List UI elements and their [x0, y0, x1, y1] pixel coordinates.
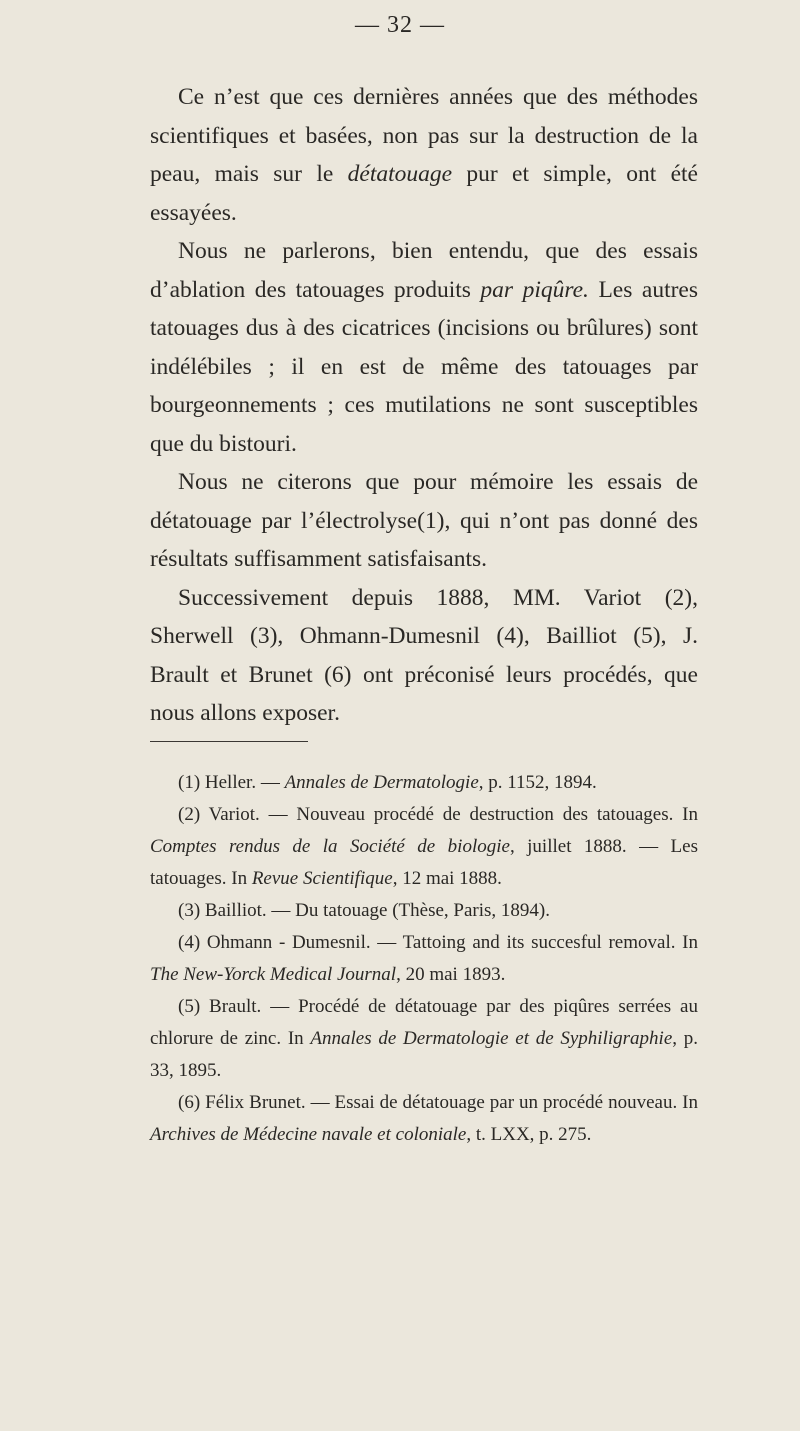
- footnote-2-text-b: , juillet 1888. — Les tatouages. In: [150, 836, 698, 889]
- footnote-1: [150, 767, 698, 799]
- footnote-1-italic: Annales de Dermatologie: [284, 772, 479, 793]
- paragraph-1-text-a: Ce n’est que ces dernières années que des méthodes scientifiques et basées, non pas sur la destruction de la peau, mais sur le: [150, 84, 698, 187]
- paragraph-3: Nous ne citerons que pour mémoire les essais de détatouage par l’électrolyse(1), qui n’ont pas donné des résultats suffisamment satisfaisants.: [150, 469, 698, 572]
- footnote-5: [150, 991, 698, 1087]
- footnote-4-text-b: , 20 mai 1893.: [396, 964, 506, 985]
- footnote-5-italic: Annales de Dermatologie et de Syphiligraphie: [310, 1028, 673, 1049]
- paragraph-1: [150, 78, 698, 232]
- main-text: [150, 78, 698, 733]
- footnotes: [150, 767, 698, 1151]
- footnote-1-text-b: , p. 1152, 1894.: [478, 772, 597, 793]
- footnote-3: (3) Bailliot. — Du tatouage (Thèse, Paris, 1894).: [178, 900, 551, 921]
- footnote-4-italic: The New-Yorck Medical Journal: [150, 964, 397, 985]
- footnote-4-text-a: (4) Ohmann - Dumesnil. — Tattoing and its succesful removal. In: [178, 932, 698, 953]
- footnote-2-text-a: (2) Variot. — Nouveau procédé de destruction des tatouages. In: [178, 804, 698, 825]
- footnote-6-italic: Archives de Médecine navale et coloniale: [150, 1124, 467, 1145]
- footnote-5-text-a: (5) Brault. — Procédé de détatouage par des piqûres serrées au chlorure de zinc. In: [150, 996, 698, 1049]
- footnote-6: [150, 1087, 698, 1151]
- page-number: — 32 —: [355, 12, 445, 38]
- paragraph-1-italic: détatouage: [347, 161, 453, 187]
- footnote-2: [150, 799, 698, 895]
- footnote-2-text-c: , 12 mai 1888.: [392, 868, 502, 889]
- footnote-separator: [150, 741, 308, 742]
- footnote-6-text-b: , t. LXX, p. 275.: [466, 1124, 592, 1145]
- paragraph-4: Successivement depuis 1888, MM. Variot (2), Sherwell (3), Ohmann-Dumesnil (4), Bailliot (5), J. Brault et Brunet (6) ont préconisé leurs procédés, que nous allons exposer.: [150, 584, 698, 726]
- paragraph-1-text-b: pur et simple, ont été essayées.: [150, 161, 698, 226]
- footnote-4: [150, 927, 698, 991]
- paragraph-2-italic: par piqûre.: [480, 276, 589, 303]
- footnote-6-text-a: (6) Félix Brunet. — Essai de détatouage par un procédé nouveau. In: [178, 1092, 698, 1113]
- footnote-1-text-a: (1) Heller. —: [178, 772, 285, 793]
- paragraph-2-text-b: Les autres tatouages dus à des cicatrices (incisions ou brûlures) sont indélébiles ; il en est de même des tatouages par bourgeonnements ; ces mutilations ne sont susceptibles que du bistouri.: [150, 276, 698, 457]
- footnote-2-italic-b: Revue Scientifique: [251, 868, 393, 889]
- paragraph-2-text-a: Nous ne parlerons, bien entendu, que des essais d’ablation des tatouages produits: [150, 238, 698, 303]
- paragraph-2: [150, 232, 698, 463]
- footnote-5-text-b: , p. 33, 1895.: [150, 1028, 698, 1081]
- footnote-2-italic-a: Comptes rendus de la Société de biologie: [150, 836, 510, 857]
